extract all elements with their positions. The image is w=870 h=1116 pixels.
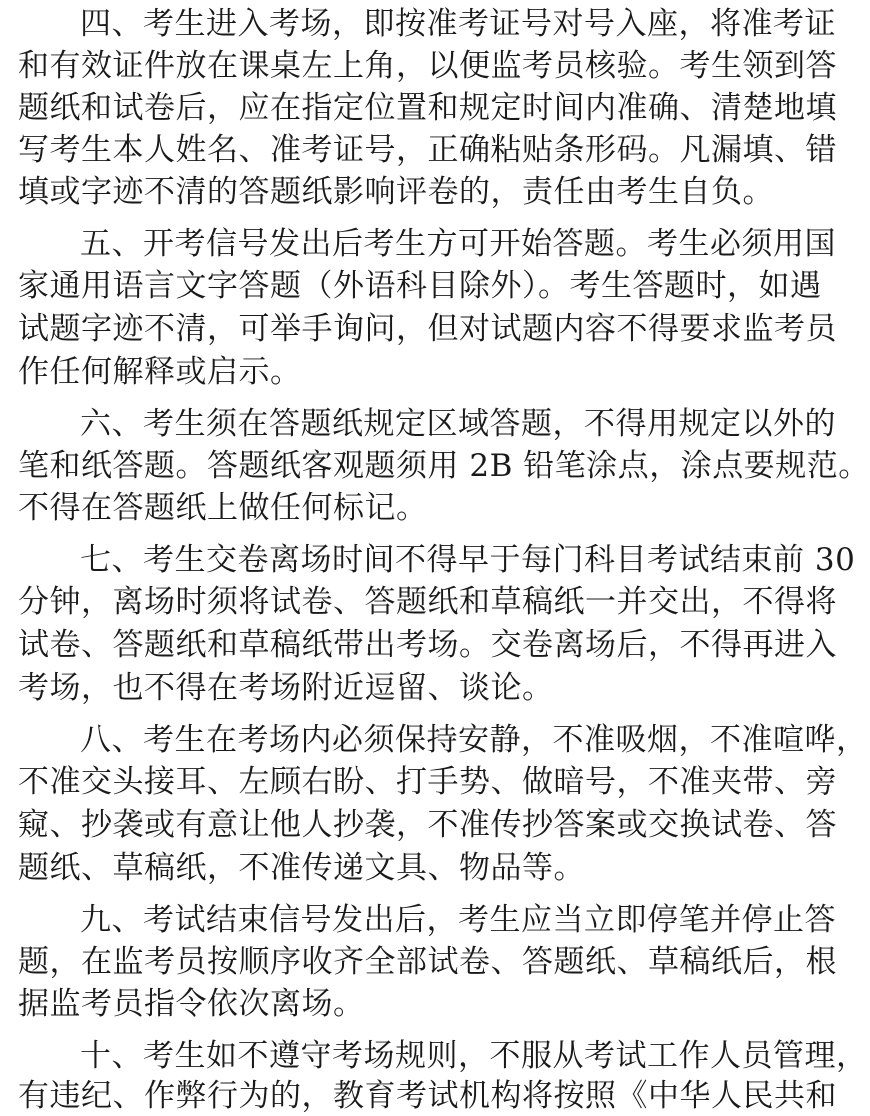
- paragraph-8-line-1: 八、考生在考场内必须保持安静，不准吸烟，不准喧哗，: [80, 722, 868, 758]
- paragraph-5-line-4: 作任何解释或启示。: [18, 354, 302, 390]
- paragraph-7-line-3: 试卷、答题纸和草稿纸带出考场。交卷离场后，不得再进入: [18, 627, 837, 663]
- paragraph-6-line-3: 不得在答题纸上做任何标记。: [18, 490, 428, 526]
- paragraph-10-line-1: 十、考生如不遵守考场规则，不服从考试工作人员管理，: [80, 1038, 868, 1074]
- paragraph-4-line-5: 填或字迹不清的答题纸影响评卷的，责任由考生自负。: [18, 174, 774, 210]
- paragraph-7-line-2: 分钟，离场时须将试卷、答题纸和草稿纸一并交出，不得将: [18, 584, 837, 620]
- paragraph-9-line-3: 据监考员指令依次离场。: [18, 986, 365, 1022]
- paragraph-9-line-2: 题，在监考员按顺序收齐全部试卷、答题纸、草稿纸后，根: [18, 944, 837, 980]
- paragraph-7-line-4: 考场，也不得在考场附近逗留、谈论。: [18, 670, 554, 706]
- paragraph-9-line-1: 九、考试结束信号发出后，考生应当立即停笔并停止答: [80, 902, 836, 938]
- paragraph-5-line-1: 五、开考信号发出后考生方可开始答题。考生必须用国: [80, 226, 836, 262]
- paragraph-4-line-1: 四、考生进入考场，即按准考证号对号入座，将准考证: [80, 6, 836, 42]
- paragraph-6-line-2: 笔和纸答题。答题纸客观题须用 2B 铅笔涂点，涂点要规范。: [18, 448, 870, 484]
- paragraph-5-line-3: 试题字迹不清，可举手询问，但对试题内容不得要求监考员: [18, 311, 837, 347]
- paragraph-4-line-3: 题纸和试卷后，应在指定位置和规定时间内准确、清楚地填: [18, 90, 837, 126]
- paragraph-8-line-3: 窥、抄袭或有意让他人抄袭，不准传抄答案或交换试卷、答: [18, 807, 837, 843]
- paragraph-8-line-2: 不准交头接耳、左顾右盼、打手势、做暗号，不准夹带、旁: [18, 764, 837, 800]
- paragraph-7-line-1: 七、考生交卷离场时间不得早于每门科目考试结束前 30: [80, 542, 856, 578]
- paragraph-8-line-4: 题纸、草稿纸，不准传递文具、物品等。: [18, 850, 585, 886]
- paragraph-4-line-4: 写考生本人姓名、准考证号，正确粘贴条形码。凡漏填、错: [18, 132, 837, 168]
- paragraph-6-line-1: 六、考生须在答题纸规定区域答题，不得用规定以外的: [80, 406, 836, 442]
- paragraph-10-line-2: 有违纪、作弊行为的，教育考试机构将按照《中华人民共和: [18, 1078, 837, 1114]
- paragraph-4-line-2: 和有效证件放在课桌左上角，以便监考员核验。考生领到答: [18, 48, 837, 84]
- paragraph-5-line-2: 家通用语言文字答题（外语科目除外）。考生答题时，如遇: [18, 268, 822, 304]
